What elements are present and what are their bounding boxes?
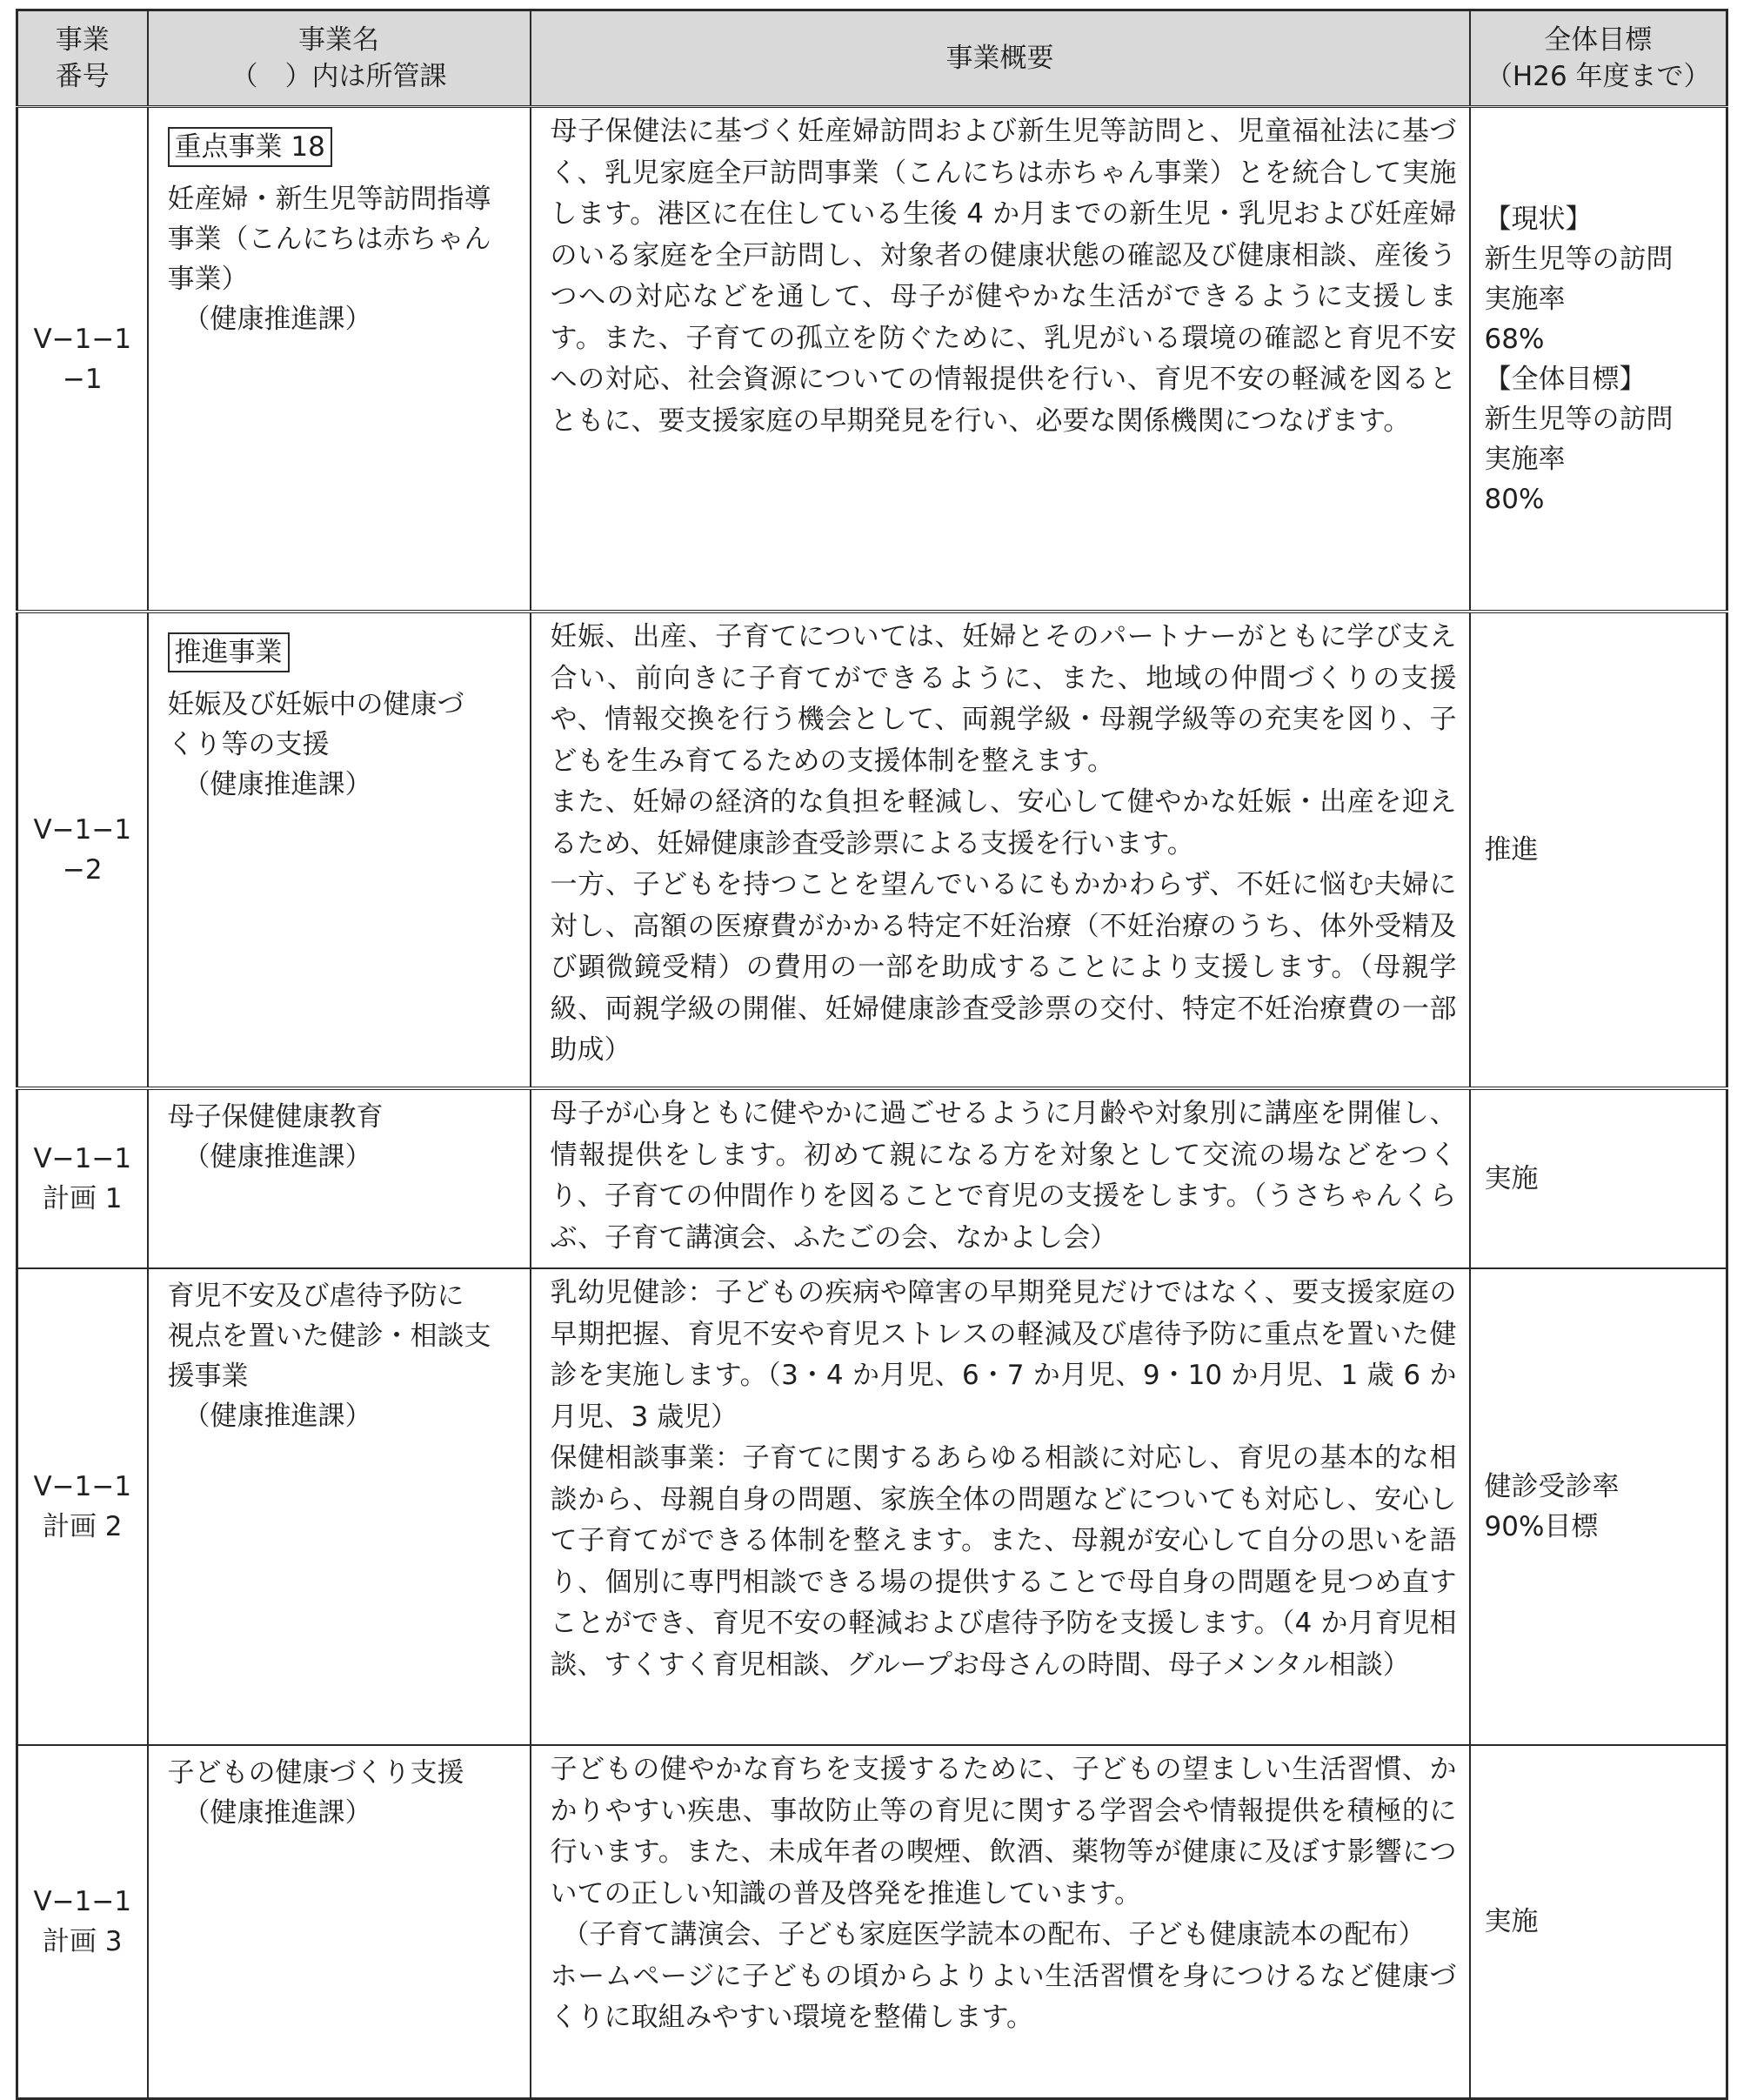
header-goal bbox=[1470, 10, 1727, 107]
project-number-line: −1 bbox=[62, 363, 103, 395]
table-row bbox=[17, 1088, 1727, 1268]
project-description bbox=[531, 1268, 1470, 1745]
description-paragraph: （子育て講演会、子ども家庭医学読本の配布、子ども健康読本の配布） bbox=[562, 1919, 1426, 1950]
description-paragraph: 乳幼児健診：子どもの疾病や障害の早期発見だけではなく、要支援家庭の早期把握、育児不安や育児ストレスの軽減及び虐待予防に重点を置いた健診を実施します。（3・4 か月児、6・7 か月児、9・10 か月児、1 歳 6 か月児、3 歳児） bbox=[550, 1277, 1457, 1433]
project-number-line: Ⅴ−1−1 bbox=[33, 814, 132, 846]
project-number bbox=[17, 107, 148, 612]
project-description bbox=[531, 612, 1470, 1088]
project-name-line: 視点を置いた健診・相談支 bbox=[167, 1321, 491, 1352]
project-description bbox=[531, 1745, 1470, 2099]
project-number-line: Ⅴ−1−1 bbox=[33, 323, 132, 355]
department: （健康推進課） bbox=[183, 304, 372, 335]
table-row bbox=[17, 612, 1727, 1088]
project-name-line: 事業（こんにちは赤ちゃん bbox=[167, 224, 491, 255]
project-name-line: 妊産婦・新生児等訪問指導 bbox=[167, 184, 491, 215]
overall-goal bbox=[1470, 612, 1727, 1088]
goal-line: 実施 bbox=[1484, 1906, 1539, 1937]
overall-goal bbox=[1470, 107, 1727, 612]
goal-line: 新生児等の訪問 bbox=[1484, 403, 1674, 435]
project-name-line: 妊娠及び妊娠中の健康づ bbox=[167, 689, 464, 720]
table-row bbox=[17, 1268, 1727, 1745]
project-description bbox=[531, 107, 1470, 612]
project-name-line: 母子保健健康教育 bbox=[167, 1101, 384, 1133]
project-name bbox=[148, 1268, 531, 1745]
overall-goal bbox=[1470, 1088, 1727, 1268]
description-paragraph: 子どもの健やかな育ちを支援するために、子どもの望ましい生活習慣、かかりやすい疾患、事故防止等の育児に関する学習会や情報提供を積極的に行います。また、未成年者の喫煙、飲酒、薬物等が健康に及ぼす影響についての正しい知識の普及啓発を推進しています。 bbox=[550, 1754, 1457, 1909]
project-number bbox=[17, 1088, 148, 1268]
table-row bbox=[17, 1745, 1727, 2099]
project-number-line: 計画 2 bbox=[42, 1511, 123, 1542]
goal-line: 90%目標 bbox=[1484, 1511, 1599, 1542]
overall-goal bbox=[1470, 1745, 1727, 2099]
department: （健康推進課） bbox=[183, 1401, 372, 1432]
header-name-line: （ ）内は所管課 bbox=[230, 61, 447, 92]
description-paragraph: 妊娠、出産、子育てについては、妊婦とそのパートナーがともに学び支え合い、前向きに子育てができるように、また、地域の仲間づくりの支援や、情報交換を行う機会として、両親学級・母親学級等の充実を図り、子どもを生み育てるための支援体制を整えます。 bbox=[550, 621, 1457, 777]
project-description bbox=[531, 1088, 1470, 1268]
goal-line: 実施 bbox=[1484, 1163, 1539, 1194]
project-number-line: Ⅴ−1−1 bbox=[33, 1471, 132, 1502]
project-name-line: 事業） bbox=[167, 264, 249, 295]
header-no-line: 番号 bbox=[55, 61, 110, 92]
goal-line: 健診受診率 bbox=[1484, 1471, 1620, 1502]
header-desc: 事業概要 bbox=[531, 10, 1470, 107]
project-number-line: Ⅴ−1−1 bbox=[33, 1886, 132, 1917]
overall-goal bbox=[1470, 1268, 1727, 1745]
promotion-tag: 推進事業 bbox=[168, 632, 290, 672]
project-name-line: 援事業 bbox=[167, 1361, 249, 1392]
project-number-line: 計画 3 bbox=[42, 1926, 123, 1957]
project-number-line: Ⅴ−1−1 bbox=[33, 1143, 132, 1174]
project-name-line: 子どもの健康づくり支援 bbox=[167, 1757, 464, 1789]
header-goal-line: 全体目標 bbox=[1544, 24, 1653, 56]
table-row bbox=[17, 107, 1727, 612]
goal-line: 実施率 bbox=[1484, 283, 1566, 315]
project-number bbox=[17, 1745, 148, 2099]
header-no bbox=[17, 10, 148, 107]
department: （健康推進課） bbox=[183, 1141, 372, 1173]
project-number bbox=[17, 1268, 148, 1745]
goal-line: 【全体目標】 bbox=[1484, 363, 1647, 395]
project-number bbox=[17, 612, 148, 1088]
header-no-line: 事業 bbox=[55, 24, 110, 56]
goal-line: 80% bbox=[1484, 483, 1545, 515]
table-header-row bbox=[17, 10, 1727, 107]
department: （健康推進課） bbox=[183, 1797, 372, 1829]
priority-tag: 重点事業 18 bbox=[168, 127, 332, 167]
project-name bbox=[148, 1745, 531, 2099]
description-paragraph: 保健相談事業：子育てに関するあらゆる相談に対応し、育児の基本的な相談から、母親自身の問題、家族全体の問題などについても対応し、安心して子育てができる体制を整えます。また、母親が安心して自分の思いを語り、個別に専門相談できる場の提供することで母自身の問題を見つめ直すことができ、育児不安の軽減および虐待予防を支援します。（4 か月育児相談、すくすく育児相談、グループお母さんの時間、母子メンタル相談） bbox=[550, 1442, 1457, 1681]
project-name-line: 育児不安及び虐待予防に bbox=[167, 1281, 464, 1312]
project-table bbox=[16, 9, 1728, 2100]
department: （健康推進課） bbox=[183, 769, 372, 800]
description-paragraph: 母子保健法に基づく妊産婦訪問および新生児等訪問と、児童福祉法に基づく、乳児家庭全戸訪問事業（こんにちは赤ちゃん事業）とを統合して実施します。港区に在住している生後 4 か月までの新生児・乳児および妊産婦のいる家庭を全戸訪問し、対象者の健康状態の確認及び健康相談、産後うつへの対応などを通して、母子が健やかな生活ができるように支援します。また、子育ての孤立を防ぐために、乳児がいる環境の確認と育児不安への対応、社会資源についての情報提供を行い、育児不安の軽減を図るとともに、要支援家庭の早期発見を行い、必要な関係機関につなげます。 bbox=[550, 116, 1457, 437]
goal-line: 新生児等の訪問 bbox=[1484, 243, 1674, 275]
project-number-line: −2 bbox=[62, 854, 103, 886]
project-name bbox=[148, 612, 531, 1088]
project-name bbox=[148, 1088, 531, 1268]
goal-line: 推進 bbox=[1484, 834, 1539, 866]
description-paragraph: また、妊婦の経済的な負担を軽減し、安心して健やかな妊娠・出産を迎えるため、妊婦健康診査受診票による支援を行います。 bbox=[550, 786, 1457, 859]
description-paragraph: 母子が心身ともに健やかに過ごせるように月齢や対象別に講座を開催し、情報提供をします。初めて親になる方を対象として交流の場などをつくり、子育ての仲間作りを図ることで育児の支援をします。（うさちゃんくらぶ、子育て講演会、ふたごの会、なかよし会） bbox=[550, 1098, 1457, 1254]
header-name bbox=[148, 10, 531, 107]
goal-line: 実施率 bbox=[1484, 443, 1566, 475]
header-name-line: 事業名 bbox=[298, 24, 379, 56]
header-goal-line: （H26 年度まで） bbox=[1485, 61, 1711, 92]
project-name-line: くり等の支援 bbox=[167, 729, 330, 760]
goal-line: 【現状】 bbox=[1484, 203, 1593, 235]
description-paragraph: 一方、子どもを持つことを望んでいるにもかかわらず、不妊に悩む夫婦に対し、高額の医療費がかかる特定不妊治療（不妊治療のうち、体外受精及び顕微鏡受精）の費用の一部を助成することにより支援します。（母親学級、両親学級の開催、妊婦健康診査受診票の交付、特定不妊治療費の一部助成） bbox=[550, 869, 1457, 1066]
project-number-line: 計画 1 bbox=[42, 1183, 123, 1214]
goal-line: 68% bbox=[1484, 323, 1545, 355]
project-name bbox=[148, 107, 531, 612]
description-paragraph: ホームページに子どもの頃からよりよい生活習慣を身につけるなど健康づくりに取組みやすい環境を整備します。 bbox=[550, 1960, 1457, 2033]
